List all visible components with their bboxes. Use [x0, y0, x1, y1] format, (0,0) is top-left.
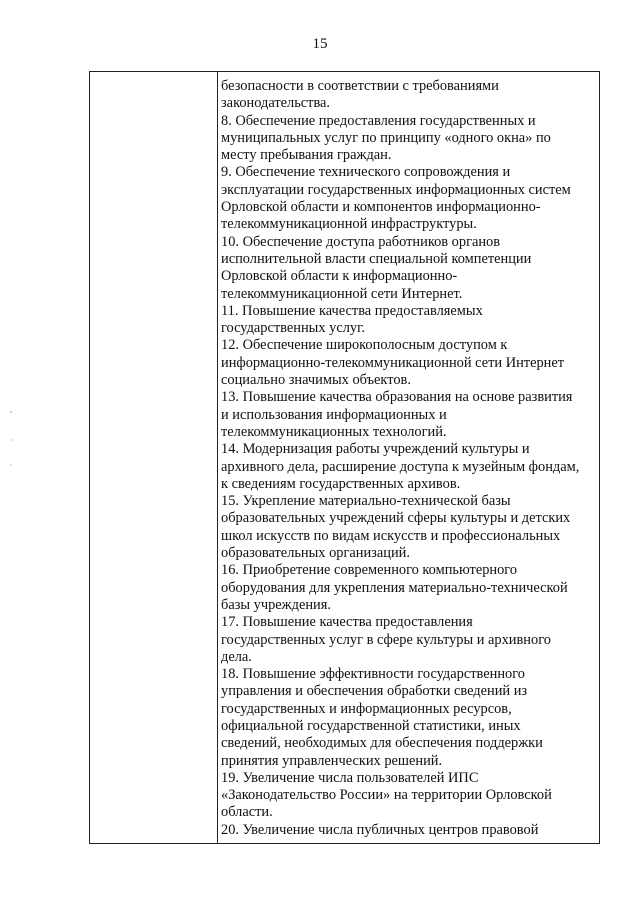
document-table [89, 71, 600, 844]
text-line: государственных и информационных ресурсов, [221, 700, 512, 717]
text-line: 16. Приобретение современного компьютерного [221, 562, 518, 579]
text-line: школ искусств по видам искусств и профессиональных [221, 527, 561, 544]
text-line: 15. Укрепление материально-технической базы [221, 493, 511, 510]
text-line: принятия управленческих решений. [221, 752, 443, 769]
text-line: 19. Увеличение числа пользователей ИПС [221, 769, 479, 786]
text-line: безопасности в соответствии с требованиями [221, 78, 499, 94]
text-line: дела. [221, 648, 252, 665]
text-line: 11. Повышение качества предоставляемых [221, 302, 483, 319]
text-line: 17. Повышение качества предоставления [221, 614, 473, 631]
text-line: 10. Обеспечение доступа работников органов [221, 233, 501, 250]
text-line: Орловской области к информационно- [221, 268, 458, 285]
text-line: телекоммуникационной инфраструктуры. [221, 216, 477, 233]
text-line: эксплуатации государственных информационных систем [221, 181, 571, 198]
text-line: государственных услуг. [221, 320, 365, 337]
text-line: телекоммуникационной сети Интернет. [221, 285, 463, 302]
table-right-cell [221, 78, 597, 839]
text-line: 9. Обеспечение технического сопровождения и [221, 164, 511, 181]
text-line: образовательных организаций. [221, 545, 410, 562]
text-line: социально значимых объектов. [221, 372, 411, 389]
text-line: муниципальных услуг по принципу «одного окна» по [221, 129, 551, 146]
text-line: информационно-телекоммуникационной сети Интернет [221, 354, 565, 371]
text-line: области. [221, 804, 273, 821]
text-line: и использования информационных и [221, 406, 447, 423]
text-line: базы учреждения. [221, 596, 331, 613]
text-line: исполнительной власти специальной компетенции [221, 250, 532, 267]
text-line: 8. Обеспечение предоставления государственных и [221, 112, 536, 129]
text-line: месту пребывания граждан. [221, 147, 392, 164]
text-line: сведений, необходимых для обеспечения поддержки [221, 735, 543, 752]
text-line: 12. Обеспечение широкополосным доступом к [221, 337, 508, 354]
text-line: государственных услуг в сфере культуры и архивного [221, 631, 551, 648]
text-line: архивного дела, расширение доступа к музейным фондам, [221, 458, 580, 475]
text-line: 18. Повышение эффективности государственного [221, 666, 525, 683]
text-line: законодательства. [221, 95, 331, 112]
text-line: управления и обеспечения обработки сведений из [221, 683, 528, 700]
page-number: 15 [312, 36, 328, 52]
text-line: оборудования для укрепления материально-технической [221, 579, 568, 596]
margin-marks [10, 410, 14, 470]
text-line: к сведениям государственных архивов. [221, 475, 461, 492]
text-line: образовательных учреждений сферы культуры и детских [221, 510, 571, 527]
text-line: 14. Модернизация работы учреждений культуры и [221, 441, 530, 458]
text-line: 13. Повышение качества образования на основе развития [221, 389, 573, 406]
text-line: «Законодательство России» на территории Орловской [221, 787, 552, 804]
text-line: Орловской области и компонентов информационно- [221, 199, 541, 216]
text-line: телекоммуникационных технологий. [221, 423, 447, 440]
text-line: 20. Увеличение числа публичных центров правовой [221, 821, 539, 838]
text-line: официальной государственной статистики, иных [221, 717, 521, 734]
table-left-cell [90, 72, 218, 843]
